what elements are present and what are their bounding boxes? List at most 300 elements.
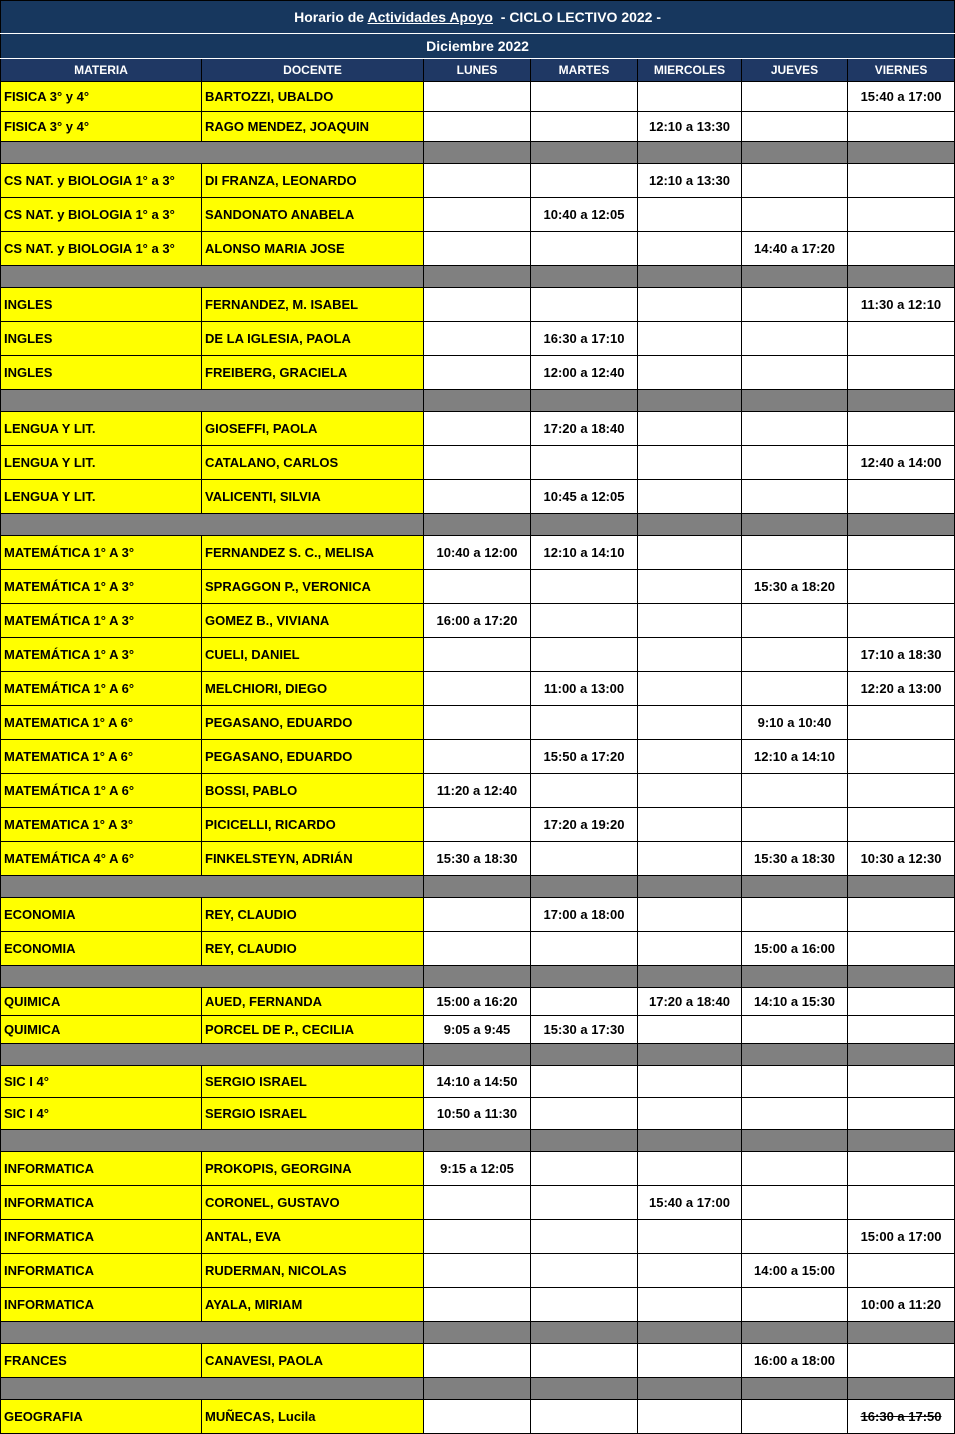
viernes-cell — [848, 1186, 955, 1220]
separator-cell — [848, 966, 955, 988]
jueves-cell — [742, 356, 848, 390]
jueves-cell: 14:00 a 15:00 — [742, 1254, 848, 1288]
miercoles-cell: 12:10 a 13:30 — [638, 164, 742, 198]
separator-cell — [1, 390, 424, 412]
month-row — [1, 34, 955, 59]
materia-cell: LENGUA Y LIT. — [1, 480, 202, 514]
separator-row — [1, 390, 955, 412]
martes-cell — [531, 604, 638, 638]
miercoles-cell — [638, 638, 742, 672]
jueves-cell — [742, 446, 848, 480]
jueves-cell — [742, 604, 848, 638]
docente-cell: GIOSEFFI, PAOLA — [202, 412, 424, 446]
docente-cell: SPRAGGON P., VERONICA — [202, 570, 424, 604]
materia-cell: MATEMATICA 1° A 6° — [1, 740, 202, 774]
miercoles-cell — [638, 774, 742, 808]
materia-cell: MATEMÁTICA 1° A 6° — [1, 672, 202, 706]
separator-cell — [638, 1322, 742, 1344]
viernes-cell: 10:30 a 12:30 — [848, 842, 955, 876]
materia-cell: MATEMÁTICA 1° A 6° — [1, 774, 202, 808]
separator-cell — [638, 142, 742, 164]
separator-cell — [424, 266, 531, 288]
separator-cell — [848, 876, 955, 898]
miercoles-cell — [638, 1220, 742, 1254]
lunes-cell — [424, 932, 531, 966]
docente-cell: FERNANDEZ, M. ISABEL — [202, 288, 424, 322]
separator-cell — [531, 514, 638, 536]
martes-cell — [531, 774, 638, 808]
materia-cell: INFORMATICA — [1, 1152, 202, 1186]
docente-cell: CUELI, DANIEL — [202, 638, 424, 672]
viernes-cell — [848, 232, 955, 266]
separator-row — [1, 1378, 955, 1400]
separator-cell — [638, 266, 742, 288]
table-row — [1, 322, 955, 356]
miercoles-cell — [638, 570, 742, 604]
lunes-cell: 10:50 a 11:30 — [424, 1098, 531, 1130]
miercoles-cell: 12:10 a 13:30 — [638, 112, 742, 142]
docente-cell: SANDONATO ANABELA — [202, 198, 424, 232]
lunes-cell — [424, 1254, 531, 1288]
miercoles-cell — [638, 898, 742, 932]
lunes-cell — [424, 1400, 531, 1434]
viernes-cell: 16:30 a 17:50 — [848, 1400, 955, 1434]
separator-cell — [1, 1322, 424, 1344]
lunes-cell: 9:15 a 12:05 — [424, 1152, 531, 1186]
miercoles-cell — [638, 932, 742, 966]
jueves-cell — [742, 288, 848, 322]
docente-cell: PEGASANO, EDUARDO — [202, 706, 424, 740]
martes-cell — [531, 112, 638, 142]
miercoles-cell — [638, 288, 742, 322]
martes-cell — [531, 232, 638, 266]
separator-cell — [1, 514, 424, 536]
martes-cell: 17:00 a 18:00 — [531, 898, 638, 932]
jueves-cell — [742, 1016, 848, 1044]
martes-cell — [531, 446, 638, 480]
docente-cell: BARTOZZI, UBALDO — [202, 82, 424, 112]
table-row — [1, 536, 955, 570]
materia-cell: QUIMICA — [1, 1016, 202, 1044]
docente-cell: FINKELSTEYN, ADRIÁN — [202, 842, 424, 876]
table-row — [1, 480, 955, 514]
table-row — [1, 356, 955, 390]
separator-cell — [424, 1130, 531, 1152]
separator-cell — [742, 1322, 848, 1344]
jueves-cell — [742, 808, 848, 842]
martes-cell — [531, 706, 638, 740]
viernes-cell: 12:40 a 14:00 — [848, 446, 955, 480]
header-row — [1, 59, 955, 82]
materia-cell: INGLES — [1, 288, 202, 322]
materia-cell: INFORMATICA — [1, 1220, 202, 1254]
separator-cell — [848, 390, 955, 412]
docente-cell: DI FRANZA, LEONARDO — [202, 164, 424, 198]
viernes-cell — [848, 898, 955, 932]
docente-cell: PICICELLI, RICARDO — [202, 808, 424, 842]
separator-cell — [1, 1044, 424, 1066]
viernes-cell — [848, 774, 955, 808]
separator-cell — [531, 1322, 638, 1344]
lunes-cell — [424, 412, 531, 446]
materia-cell: SIC I 4° — [1, 1066, 202, 1098]
title-link[interactable]: Actividades Apoyo — [367, 9, 493, 25]
separator-cell — [848, 1322, 955, 1344]
separator-cell — [742, 1378, 848, 1400]
martes-cell — [531, 638, 638, 672]
table-row — [1, 288, 955, 322]
jueves-cell: 15:30 a 18:30 — [742, 842, 848, 876]
jueves-cell — [742, 1098, 848, 1130]
lunes-cell: 16:00 a 17:20 — [424, 604, 531, 638]
lunes-cell — [424, 198, 531, 232]
viernes-cell — [848, 706, 955, 740]
separator-cell — [531, 876, 638, 898]
title-prefix: Horario de — [294, 9, 368, 25]
docente-cell: PORCEL DE P., CECILIA — [202, 1016, 424, 1044]
docente-cell: CANAVESI, PAOLA — [202, 1344, 424, 1378]
martes-cell — [531, 82, 638, 112]
lunes-cell — [424, 164, 531, 198]
martes-cell — [531, 1066, 638, 1098]
table-row — [1, 1098, 955, 1130]
separator-cell — [531, 390, 638, 412]
separator-cell — [424, 966, 531, 988]
martes-cell — [531, 164, 638, 198]
lunes-cell — [424, 570, 531, 604]
materia-cell: INFORMATICA — [1, 1288, 202, 1322]
table-row — [1, 1288, 955, 1322]
martes-cell: 17:20 a 18:40 — [531, 412, 638, 446]
materia-cell: MATEMATICA 1° A 3° — [1, 808, 202, 842]
jueves-cell: 9:10 a 10:40 — [742, 706, 848, 740]
docente-cell: ALONSO MARIA JOSE — [202, 232, 424, 266]
table-row — [1, 164, 955, 198]
jueves-cell — [742, 774, 848, 808]
jueves-cell — [742, 1288, 848, 1322]
docente-cell: BOSSI, PABLO — [202, 774, 424, 808]
miercoles-cell — [638, 1098, 742, 1130]
martes-cell: 10:40 a 12:05 — [531, 198, 638, 232]
lunes-cell — [424, 288, 531, 322]
materia-cell: MATEMÁTICA 1° A 3° — [1, 604, 202, 638]
materia-cell: MATEMÁTICA 1° A 3° — [1, 570, 202, 604]
header-materia: MATERIA — [1, 59, 202, 82]
miercoles-cell — [638, 232, 742, 266]
martes-cell — [531, 842, 638, 876]
jueves-cell — [742, 322, 848, 356]
table-row — [1, 412, 955, 446]
viernes-cell — [848, 570, 955, 604]
header-jueves: JUEVES — [742, 59, 848, 82]
table-row — [1, 988, 955, 1016]
docente-cell: RUDERMAN, NICOLAS — [202, 1254, 424, 1288]
viernes-cell — [848, 198, 955, 232]
separator-cell — [531, 966, 638, 988]
jueves-cell — [742, 536, 848, 570]
martes-cell — [531, 288, 638, 322]
separator-cell — [638, 1130, 742, 1152]
separator-cell — [531, 266, 638, 288]
jueves-cell — [742, 112, 848, 142]
docente-cell: CATALANO, CARLOS — [202, 446, 424, 480]
miercoles-cell — [638, 82, 742, 112]
viernes-cell — [848, 112, 955, 142]
table-row — [1, 1220, 955, 1254]
lunes-cell — [424, 232, 531, 266]
separator-cell — [424, 876, 531, 898]
table-row — [1, 808, 955, 842]
lunes-cell — [424, 112, 531, 142]
separator-row — [1, 142, 955, 164]
jueves-cell — [742, 82, 848, 112]
martes-cell — [531, 932, 638, 966]
lunes-cell: 14:10 a 14:50 — [424, 1066, 531, 1098]
separator-row — [1, 1322, 955, 1344]
miercoles-cell — [638, 740, 742, 774]
table-row — [1, 672, 955, 706]
viernes-cell — [848, 356, 955, 390]
jueves-cell — [742, 480, 848, 514]
docente-cell: DE LA IGLESIA, PAOLA — [202, 322, 424, 356]
miercoles-cell — [638, 1254, 742, 1288]
materia-cell: FRANCES — [1, 1344, 202, 1378]
docente-cell: PROKOPIS, GEORGINA — [202, 1152, 424, 1186]
viernes-cell — [848, 412, 955, 446]
docente-cell: SERGIO ISRAEL — [202, 1066, 424, 1098]
separator-cell — [531, 1130, 638, 1152]
martes-cell — [531, 1254, 638, 1288]
separator-cell — [848, 266, 955, 288]
table-row — [1, 446, 955, 480]
jueves-cell: 12:10 a 14:10 — [742, 740, 848, 774]
lunes-cell — [424, 480, 531, 514]
miercoles-cell — [638, 356, 742, 390]
separator-cell — [638, 514, 742, 536]
lunes-cell — [424, 1344, 531, 1378]
separator-cell — [424, 1044, 531, 1066]
materia-cell: LENGUA Y LIT. — [1, 446, 202, 480]
miercoles-cell — [638, 604, 742, 638]
separator-row — [1, 1044, 955, 1066]
materia-cell: FISICA 3° y 4° — [1, 82, 202, 112]
viernes-cell — [848, 1016, 955, 1044]
materia-cell: GEOGRAFIA — [1, 1400, 202, 1434]
martes-cell: 10:45 a 12:05 — [531, 480, 638, 514]
jueves-cell: 14:40 a 17:20 — [742, 232, 848, 266]
viernes-cell — [848, 932, 955, 966]
materia-cell: CS NAT. y BIOLOGIA 1° a 3° — [1, 164, 202, 198]
materia-cell: FISICA 3° y 4° — [1, 112, 202, 142]
martes-cell — [531, 1400, 638, 1434]
separator-row — [1, 1130, 955, 1152]
miercoles-cell — [638, 1344, 742, 1378]
miercoles-cell — [638, 536, 742, 570]
header-viernes: VIERNES — [848, 59, 955, 82]
viernes-cell — [848, 322, 955, 356]
martes-cell — [531, 570, 638, 604]
table-row — [1, 1344, 955, 1378]
miercoles-cell — [638, 480, 742, 514]
lunes-cell — [424, 898, 531, 932]
materia-cell: CS NAT. y BIOLOGIA 1° a 3° — [1, 198, 202, 232]
separator-cell — [742, 514, 848, 536]
separator-cell — [742, 266, 848, 288]
table-row — [1, 232, 955, 266]
jueves-cell: 16:00 a 18:00 — [742, 1344, 848, 1378]
viernes-cell — [848, 1254, 955, 1288]
martes-cell: 11:00 a 13:00 — [531, 672, 638, 706]
materia-cell: ECONOMIA — [1, 898, 202, 932]
viernes-cell: 15:00 a 17:00 — [848, 1220, 955, 1254]
viernes-cell — [848, 536, 955, 570]
lunes-cell — [424, 672, 531, 706]
martes-cell — [531, 1344, 638, 1378]
martes-cell — [531, 1288, 638, 1322]
viernes-cell: 12:20 a 13:00 — [848, 672, 955, 706]
jueves-cell — [742, 638, 848, 672]
lunes-cell: 10:40 a 12:00 — [424, 536, 531, 570]
materia-cell: INFORMATICA — [1, 1254, 202, 1288]
martes-cell: 15:50 a 17:20 — [531, 740, 638, 774]
lunes-cell — [424, 1288, 531, 1322]
separator-row — [1, 266, 955, 288]
martes-cell — [531, 1220, 638, 1254]
separator-cell — [742, 142, 848, 164]
table-row — [1, 740, 955, 774]
docente-cell: REY, CLAUDIO — [202, 898, 424, 932]
docente-cell: CORONEL, GUSTAVO — [202, 1186, 424, 1220]
jueves-cell — [742, 672, 848, 706]
table-row — [1, 1066, 955, 1098]
materia-cell: SIC I 4° — [1, 1098, 202, 1130]
table-row — [1, 570, 955, 604]
docente-cell: ANTAL, EVA — [202, 1220, 424, 1254]
lunes-cell — [424, 740, 531, 774]
table-row — [1, 82, 955, 112]
jueves-cell — [742, 1066, 848, 1098]
lunes-cell — [424, 82, 531, 112]
miercoles-cell: 17:20 a 18:40 — [638, 988, 742, 1016]
lunes-cell — [424, 322, 531, 356]
jueves-cell: 14:10 a 15:30 — [742, 988, 848, 1016]
separator-cell — [424, 1378, 531, 1400]
miercoles-cell — [638, 842, 742, 876]
docente-cell: AYALA, MIRIAM — [202, 1288, 424, 1322]
martes-cell: 16:30 a 17:10 — [531, 322, 638, 356]
viernes-cell — [848, 988, 955, 1016]
materia-cell: INGLES — [1, 322, 202, 356]
jueves-cell: 15:30 a 18:20 — [742, 570, 848, 604]
docente-cell: SERGIO ISRAEL — [202, 1098, 424, 1130]
jueves-cell — [742, 1152, 848, 1186]
separator-cell — [1, 966, 424, 988]
materia-cell: QUIMICA — [1, 988, 202, 1016]
table-row — [1, 638, 955, 672]
lunes-cell — [424, 446, 531, 480]
miercoles-cell — [638, 198, 742, 232]
docente-cell: REY, CLAUDIO — [202, 932, 424, 966]
docente-cell: PEGASANO, EDUARDO — [202, 740, 424, 774]
separator-cell — [742, 1130, 848, 1152]
docente-cell: FERNANDEZ S. C., MELISA — [202, 536, 424, 570]
miercoles-cell — [638, 1152, 742, 1186]
table-row — [1, 842, 955, 876]
separator-cell — [531, 1044, 638, 1066]
separator-cell — [742, 1044, 848, 1066]
viernes-cell — [848, 740, 955, 774]
martes-cell: 15:30 a 17:30 — [531, 1016, 638, 1044]
miercoles-cell: 15:40 a 17:00 — [638, 1186, 742, 1220]
table-row — [1, 1254, 955, 1288]
materia-cell: MATEMATICA 1° A 6° — [1, 706, 202, 740]
viernes-cell — [848, 1066, 955, 1098]
lunes-cell: 9:05 a 9:45 — [424, 1016, 531, 1044]
miercoles-cell — [638, 1288, 742, 1322]
docente-cell: RAGO MENDEZ, JOAQUIN — [202, 112, 424, 142]
header-martes: MARTES — [531, 59, 638, 82]
martes-cell — [531, 1152, 638, 1186]
header-miercoles: MIERCOLES — [638, 59, 742, 82]
table-row — [1, 706, 955, 740]
miercoles-cell — [638, 322, 742, 356]
lunes-cell — [424, 638, 531, 672]
materia-cell: LENGUA Y LIT. — [1, 412, 202, 446]
jueves-cell — [742, 1220, 848, 1254]
martes-cell — [531, 988, 638, 1016]
separator-cell — [638, 1044, 742, 1066]
materia-cell: MATEMÁTICA 4° A 6° — [1, 842, 202, 876]
miercoles-cell — [638, 672, 742, 706]
miercoles-cell — [638, 1016, 742, 1044]
header-lunes: LUNES — [424, 59, 531, 82]
martes-cell — [531, 1186, 638, 1220]
separator-cell — [638, 876, 742, 898]
viernes-cell: 17:10 a 18:30 — [848, 638, 955, 672]
page-title — [1, 1, 955, 34]
separator-cell — [531, 1378, 638, 1400]
header-docente: DOCENTE — [202, 59, 424, 82]
jueves-cell — [742, 1186, 848, 1220]
table-row — [1, 198, 955, 232]
martes-cell: 12:10 a 14:10 — [531, 536, 638, 570]
miercoles-cell — [638, 706, 742, 740]
martes-cell — [531, 1098, 638, 1130]
miercoles-cell — [638, 412, 742, 446]
viernes-cell — [848, 164, 955, 198]
separator-cell — [848, 142, 955, 164]
miercoles-cell — [638, 446, 742, 480]
separator-row — [1, 514, 955, 536]
viernes-cell: 11:30 a 12:10 — [848, 288, 955, 322]
viernes-cell — [848, 1152, 955, 1186]
docente-cell: AUED, FERNANDA — [202, 988, 424, 1016]
materia-cell: CS NAT. y BIOLOGIA 1° a 3° — [1, 232, 202, 266]
separator-cell — [1, 266, 424, 288]
separator-cell — [638, 390, 742, 412]
docente-cell: FREIBERG, GRACIELA — [202, 356, 424, 390]
lunes-cell — [424, 808, 531, 842]
separator-cell — [424, 142, 531, 164]
separator-row — [1, 876, 955, 898]
lunes-cell — [424, 1220, 531, 1254]
separator-cell — [742, 876, 848, 898]
lunes-cell: 15:30 a 18:30 — [424, 842, 531, 876]
separator-cell — [638, 1378, 742, 1400]
viernes-cell — [848, 480, 955, 514]
separator-cell — [424, 390, 531, 412]
docente-cell: MELCHIORI, DIEGO — [202, 672, 424, 706]
